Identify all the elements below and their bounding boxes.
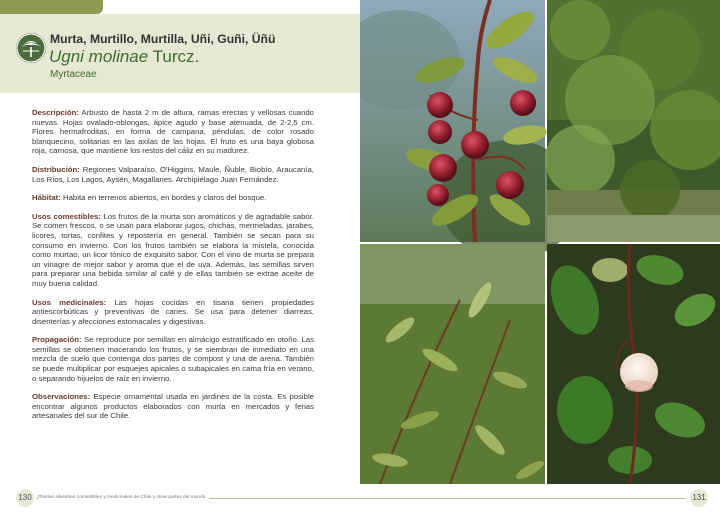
section-label: Usos medicinales: xyxy=(32,297,107,307)
running-title: Plantas silvestres comestibles y medicinales de Chile y otras partes del mundo xyxy=(38,495,209,500)
section-label: Distribución: xyxy=(32,164,80,174)
section-text: Se reproduce por semillas en almácigo estratificado en otoño. Las semillas se obtienen macerando los frutos, y se siembran de inmediato en una mezcla de suelo que contenga dos partes de compost y una de arena. También se puede multiplicar por esquejes apicales o subapicales en cama fría en verano, o separando hijuelos de raíz en invierno. xyxy=(32,335,314,383)
section-distribution xyxy=(32,165,314,184)
section-label: Usos comestibles: xyxy=(32,211,101,221)
page-number-left: 130 xyxy=(16,489,34,507)
section-edible-uses xyxy=(32,212,314,289)
section-label: Descripción: xyxy=(32,108,79,117)
section-propagation xyxy=(32,335,314,383)
page-number-right: 131 xyxy=(690,489,708,507)
common-names: Murta, Murtillo, Murtilla, Uñi, Guñi, Üñü xyxy=(50,32,276,46)
section-habitat xyxy=(32,193,314,203)
photo-flower-closeup xyxy=(542,244,720,484)
photo-shrub-habit xyxy=(545,0,720,242)
section-description xyxy=(32,108,314,156)
genus-species: Ugni molinae xyxy=(49,47,149,66)
species-description xyxy=(32,108,314,430)
section-medicinal-uses xyxy=(32,298,314,327)
section-label: Propagación: xyxy=(32,335,82,345)
section-text: Regiones Valparaíso, O'Higgins, Maule, Ñuble, Biobío, Araucanía, Los Ríos, Los Lagos, Aysén, Magallanes. Archipiélago Juan Fernández. xyxy=(32,164,314,184)
scientific-name xyxy=(49,47,199,67)
section-observations xyxy=(32,392,314,421)
top-color-tab xyxy=(0,0,103,14)
section-text: Arbusto de hasta 2 m de altura, ramas erectas y vellosas cuando nuevas. Hojas ovalado-oblongas, ápice agudo y base atenuada, de 2-2,5 cm. Flores hermafroditas, en forma de campana, péndulas, de color rosado blanquecino, solitarias en las axilas de las hojas. El fruto es una baya globosa roja, carnosa, que mantiene los restos del cáliz en su madurez. xyxy=(32,108,314,156)
author-abbrev: Turcz. xyxy=(152,47,200,66)
section-text: Habita en terrenos abiertos, en bordes y claros del bosque. xyxy=(60,193,267,203)
araucaria-tree-icon xyxy=(16,33,46,63)
section-text: Especie ornamental usada en jardines de la costa. Es posible encontrar algunos productos elaborados con murta en mercados y ferias artesanales del sur de Chile. xyxy=(32,392,314,421)
section-label: Observaciones: xyxy=(32,392,91,402)
section-text: Las hojas cocidas en tisana tienen propiedades antiescorbúticas y preventivas de caries. Se usa para detener diarreas, disenterías y afecciones estomacales y digestivas. xyxy=(32,297,314,326)
section-text: Los frutos de la murta son aromáticos y de agradable sabor. Se comen frescos, o se usan para elaborar jugos, chichas, mermeladas, jarabes, licores, tortas, confites y repostería en general. También se secan para su consumo en invierno. Con los frutos también se elabora la mistela, conocida como murtao, un licor tónico de exquisito sabor. Con el vino de murta se prepara un vinagre de mejor sabor y aroma que el de uva. Además, las semillas sirven para preparar una bebida similar al café y de ellas también se extrae aceite de muy buena calidad. xyxy=(32,211,314,288)
family-name: Myrtaceae xyxy=(50,69,97,80)
section-label: Hábitat: xyxy=(32,193,61,203)
photo-leafy-branches xyxy=(360,244,546,484)
photo-grid xyxy=(360,0,720,484)
